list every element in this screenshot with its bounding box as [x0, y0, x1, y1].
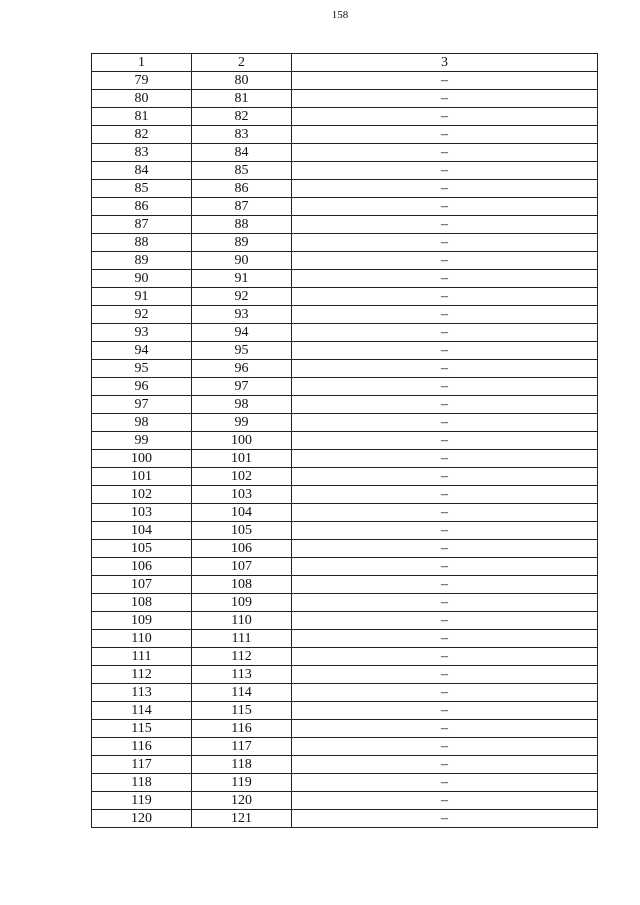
- table-row: [92, 756, 598, 774]
- table-cell-col-2: 116: [192, 720, 292, 738]
- table-cell-col-3: –: [292, 810, 598, 828]
- table-row: [92, 288, 598, 306]
- table-cell-col-1: 113: [92, 684, 192, 702]
- table-cell-col-2: 104: [192, 504, 292, 522]
- table-cell-col-3: –: [292, 486, 598, 504]
- table-cell-col-2: 81: [192, 90, 292, 108]
- table-row: [92, 450, 598, 468]
- table-cell-col-1: 109: [92, 612, 192, 630]
- table-cell-col-1: 97: [92, 396, 192, 414]
- table-cell-col-1: 79: [92, 72, 192, 90]
- header-row: [92, 54, 598, 72]
- table-cell-col-1: 96: [92, 378, 192, 396]
- table-row: [92, 234, 598, 252]
- table-cell-col-2: 119: [192, 774, 292, 792]
- table-row: [92, 720, 598, 738]
- table-cell-col-1: 117: [92, 756, 192, 774]
- table-cell-col-3: –: [292, 180, 598, 198]
- table-cell-col-3: –: [292, 594, 598, 612]
- table-cell-col-1: 95: [92, 360, 192, 378]
- table-row: [92, 630, 598, 648]
- table-cell-col-2: 111: [192, 630, 292, 648]
- table-cell-col-1: 100: [92, 450, 192, 468]
- table-cell-col-2: 91: [192, 270, 292, 288]
- table-cell-col-2: 90: [192, 252, 292, 270]
- table-cell-col-1: 90: [92, 270, 192, 288]
- table-cell-col-1: 105: [92, 540, 192, 558]
- table-cell-col-3: –: [292, 144, 598, 162]
- table-row: [92, 414, 598, 432]
- table-cell-col-2: 117: [192, 738, 292, 756]
- table-cell-col-2: 112: [192, 648, 292, 666]
- table-cell-col-3: –: [292, 252, 598, 270]
- table-cell-col-3: –: [292, 270, 598, 288]
- table-cell-col-3: –: [292, 648, 598, 666]
- table-cell-col-3: –: [292, 342, 598, 360]
- table-cell-col-3: –: [292, 396, 598, 414]
- table-row: [92, 270, 598, 288]
- table-cell-col-2: 80: [192, 72, 292, 90]
- table-row: [92, 144, 598, 162]
- table-cell-col-2: 106: [192, 540, 292, 558]
- table-cell-col-1: 115: [92, 720, 192, 738]
- page-number: 158: [331, 9, 349, 21]
- table-cell-col-1: 86: [92, 198, 192, 216]
- table-cell-col-1: 83: [92, 144, 192, 162]
- table-row: [92, 504, 598, 522]
- table-cell-col-2: 84: [192, 144, 292, 162]
- table-cell-col-1: 110: [92, 630, 192, 648]
- table-cell-col-3: –: [292, 126, 598, 144]
- table-row: [92, 216, 598, 234]
- table-cell-col-3: –: [292, 378, 598, 396]
- table-row: [92, 180, 598, 198]
- table-cell-col-1: 81: [92, 108, 192, 126]
- table-row: [92, 594, 598, 612]
- table-cell-col-2: 103: [192, 486, 292, 504]
- table-cell-col-3: –: [292, 576, 598, 594]
- table-cell-col-1: 104: [92, 522, 192, 540]
- table-cell-col-3: –: [292, 450, 598, 468]
- table-cell-col-3: –: [292, 756, 598, 774]
- table-cell-col-2: 87: [192, 198, 292, 216]
- table-row: [92, 252, 598, 270]
- table-row: [92, 378, 598, 396]
- table-cell-col-2: 100: [192, 432, 292, 450]
- table-row: [92, 126, 598, 144]
- table-cell-col-3: –: [292, 216, 598, 234]
- column-header-1: 1: [92, 54, 192, 72]
- table-cell-col-2: 109: [192, 594, 292, 612]
- table-row: [92, 558, 598, 576]
- table-row: [92, 540, 598, 558]
- table-row: [92, 306, 598, 324]
- table-cell-col-2: 97: [192, 378, 292, 396]
- table-row: [92, 162, 598, 180]
- table-cell-col-2: 121: [192, 810, 292, 828]
- table-row: [92, 324, 598, 342]
- table-cell-col-3: –: [292, 324, 598, 342]
- table-cell-col-1: 103: [92, 504, 192, 522]
- table-cell-col-3: –: [292, 558, 598, 576]
- table-cell-col-2: 83: [192, 126, 292, 144]
- table-cell-col-1: 93: [92, 324, 192, 342]
- table-cell-col-3: –: [292, 90, 598, 108]
- table-cell-col-3: –: [292, 108, 598, 126]
- table-cell-col-2: 115: [192, 702, 292, 720]
- table-cell-col-1: 101: [92, 468, 192, 486]
- table-cell-col-2: 86: [192, 180, 292, 198]
- data-table: [91, 53, 598, 828]
- table-cell-col-3: –: [292, 720, 598, 738]
- table-cell-col-3: –: [292, 432, 598, 450]
- table-header: [92, 54, 598, 72]
- table-cell-col-2: 95: [192, 342, 292, 360]
- column-header-2: 2: [192, 54, 292, 72]
- table-cell-col-3: –: [292, 306, 598, 324]
- table-cell-col-3: –: [292, 612, 598, 630]
- table-cell-col-2: 118: [192, 756, 292, 774]
- table-cell-col-2: 102: [192, 468, 292, 486]
- table-cell-col-2: 88: [192, 216, 292, 234]
- table-cell-col-1: 88: [92, 234, 192, 252]
- table-body: [92, 72, 598, 828]
- table-cell-col-2: 99: [192, 414, 292, 432]
- table-cell-col-3: –: [292, 684, 598, 702]
- table-row: [92, 612, 598, 630]
- table-row: [92, 198, 598, 216]
- table-cell-col-1: 119: [92, 792, 192, 810]
- table-cell-col-3: –: [292, 504, 598, 522]
- table-cell-col-2: 107: [192, 558, 292, 576]
- table-cell-col-1: 108: [92, 594, 192, 612]
- table-row: [92, 342, 598, 360]
- table-cell-col-3: –: [292, 468, 598, 486]
- table-cell-col-1: 89: [92, 252, 192, 270]
- table-cell-col-1: 82: [92, 126, 192, 144]
- table-row: [92, 810, 598, 828]
- table-cell-col-1: 106: [92, 558, 192, 576]
- table-row: [92, 432, 598, 450]
- table-cell-col-3: –: [292, 702, 598, 720]
- table-row: [92, 774, 598, 792]
- table-row: [92, 486, 598, 504]
- table-cell-col-2: 101: [192, 450, 292, 468]
- table-row: [92, 648, 598, 666]
- table-row: [92, 468, 598, 486]
- table-row: [92, 666, 598, 684]
- table-row: [92, 360, 598, 378]
- table-cell-col-3: –: [292, 792, 598, 810]
- table-row: [92, 792, 598, 810]
- table-row: [92, 576, 598, 594]
- table-row: [92, 90, 598, 108]
- table-cell-col-3: –: [292, 234, 598, 252]
- table-cell-col-3: –: [292, 162, 598, 180]
- table-row: [92, 396, 598, 414]
- table-cell-col-2: 85: [192, 162, 292, 180]
- table-cell-col-1: 102: [92, 486, 192, 504]
- table-cell-col-3: –: [292, 540, 598, 558]
- table-cell-col-2: 93: [192, 306, 292, 324]
- table-cell-col-2: 113: [192, 666, 292, 684]
- table-cell-col-1: 91: [92, 288, 192, 306]
- table-cell-col-3: –: [292, 774, 598, 792]
- table-row: [92, 108, 598, 126]
- table-cell-col-3: –: [292, 288, 598, 306]
- table-cell-col-2: 94: [192, 324, 292, 342]
- table-row: [92, 684, 598, 702]
- table-cell-col-1: 84: [92, 162, 192, 180]
- table-cell-col-2: 105: [192, 522, 292, 540]
- table-cell-col-1: 98: [92, 414, 192, 432]
- table-cell-col-3: –: [292, 630, 598, 648]
- table-cell-col-2: 96: [192, 360, 292, 378]
- table-cell-col-1: 120: [92, 810, 192, 828]
- table-cell-col-2: 82: [192, 108, 292, 126]
- table-row: [92, 72, 598, 90]
- table-cell-col-2: 114: [192, 684, 292, 702]
- table-cell-col-2: 120: [192, 792, 292, 810]
- table-cell-col-1: 111: [92, 648, 192, 666]
- table-cell-col-1: 92: [92, 306, 192, 324]
- table-cell-col-3: –: [292, 522, 598, 540]
- table-cell-col-2: 92: [192, 288, 292, 306]
- table-cell-col-1: 116: [92, 738, 192, 756]
- table-cell-col-3: –: [292, 360, 598, 378]
- table-cell-col-1: 112: [92, 666, 192, 684]
- table-cell-col-3: –: [292, 738, 598, 756]
- table-cell-col-1: 94: [92, 342, 192, 360]
- table-cell-col-2: 98: [192, 396, 292, 414]
- table-cell-col-3: –: [292, 414, 598, 432]
- table-cell-col-1: 85: [92, 180, 192, 198]
- table-row: [92, 522, 598, 540]
- column-header-3: 3: [292, 54, 598, 72]
- table-cell-col-1: 80: [92, 90, 192, 108]
- table-cell-col-2: 89: [192, 234, 292, 252]
- table-cell-col-1: 114: [92, 702, 192, 720]
- table-cell-col-1: 118: [92, 774, 192, 792]
- table-cell-col-2: 108: [192, 576, 292, 594]
- table-cell-col-3: –: [292, 666, 598, 684]
- table-row: [92, 738, 598, 756]
- table-cell-col-1: 99: [92, 432, 192, 450]
- table-cell-col-3: –: [292, 72, 598, 90]
- table-cell-col-1: 87: [92, 216, 192, 234]
- table-cell-col-1: 107: [92, 576, 192, 594]
- table-row: [92, 702, 598, 720]
- table-cell-col-2: 110: [192, 612, 292, 630]
- table-cell-col-3: –: [292, 198, 598, 216]
